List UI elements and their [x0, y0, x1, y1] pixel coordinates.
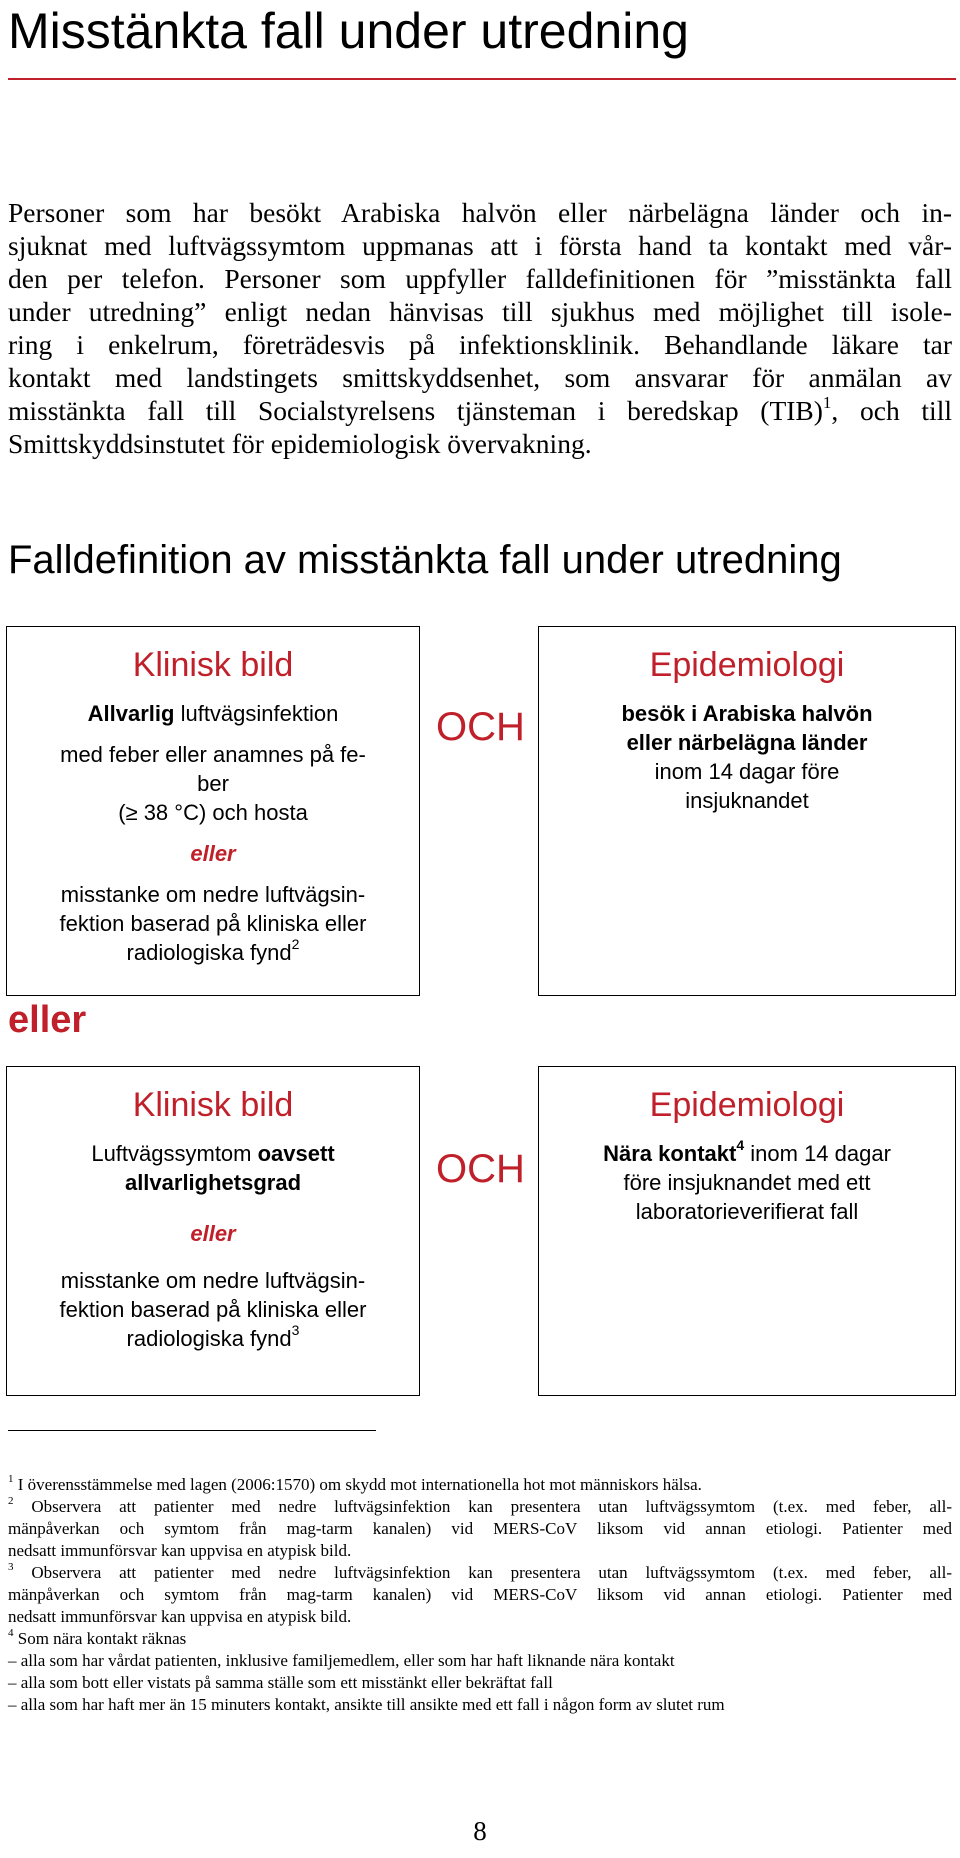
footnote-list-item: – alla som har vårdat patienten, inklusive familjemedlem, eller som har haft liknande nära kontakt	[8, 1651, 675, 1670]
intro-text: misstänkta fall till Socialstyrelsens tjänsteman i beredskap (TIB)	[8, 395, 823, 426]
box-bold-text: Allvarlig	[87, 701, 175, 726]
box-line: fektion baserad på kliniska eller	[59, 1297, 367, 1322]
footnote-4	[8, 1628, 952, 1716]
intro-line	[8, 394, 952, 427]
footnote-ref: 1	[822, 392, 832, 412]
intro-line: under utredning” enligt nedan hänvisas till sjukhus med möjlighet till isole-	[8, 296, 952, 327]
box-line	[539, 1136, 955, 1168]
epidemiology-box-1	[538, 626, 956, 996]
box-line	[7, 1139, 419, 1168]
box-bold-text: allvarlighetsgrad	[124, 1170, 302, 1195]
box-text: inom 14 dagar	[744, 1141, 891, 1166]
page-number: 8	[473, 1816, 487, 1846]
or-label: eller	[190, 841, 236, 866]
intro-line: sjuknat med luftvägssymtom uppmanas att i första hand ta kontakt med vår-	[8, 230, 952, 261]
or-between-rows: eller	[8, 999, 87, 1041]
box-line: inom 14 dagar före	[654, 759, 840, 784]
intro-line: den per telefon. Personer som uppfyller falldefinitionen för ”misstänkta fall	[8, 263, 952, 294]
box-heading: Klinisk bild	[132, 646, 294, 684]
box-line: laboratorieverifierat fall	[635, 1199, 859, 1224]
intro-paragraph	[8, 196, 952, 460]
footnote-list-item: – alla som har haft mer än 15 minuters kontakt, ansikte till ansikte med ett fall i någon form av slutet rum	[8, 1695, 725, 1714]
box-line: misstanke om nedre luftvägsin-	[60, 1268, 366, 1293]
box-line	[7, 935, 419, 967]
box-bold-text: oavsett	[257, 1141, 335, 1166]
box-line: fektion baserad på kliniska eller	[59, 911, 367, 936]
footnote-number: 4	[8, 1627, 14, 1640]
box-line	[539, 699, 955, 728]
box-text: radiologiska fynd	[126, 1326, 292, 1351]
box-line	[7, 1168, 419, 1197]
footnote-number: 3	[8, 1561, 14, 1574]
box-line: insjuknandet	[685, 788, 809, 813]
box-text: luftvägsinfektion	[174, 701, 339, 726]
footnote-text: Observera att patienter med nedre luftvägsinfektion kan presentera utan luftvägssymtom (t.ex. med feber, all-	[13, 1497, 952, 1516]
box-bold-text: besök i Arabiska halvön	[621, 701, 873, 726]
page-title: Misstänkta fall under utredning	[8, 3, 689, 59]
intro-line: kontakt med landstingets smittskyddsenhet, som ansvarar för anmälan av	[8, 362, 952, 393]
box-text: radiologiska fynd	[126, 940, 292, 965]
box-text: Luftvägssymtom	[91, 1141, 258, 1166]
footnote-text: Observera att patienter med nedre luftvägsinfektion kan presentera utan luftvägssymtom (t.ex. med feber, all-	[13, 1563, 952, 1582]
footnote-text: I överensstämmelse med lagen (2006:1570) om skydd mot internationella hot mot människors hälsa.	[13, 1475, 702, 1494]
footnote-3	[8, 1562, 952, 1628]
footnote-text: nedsatt immunförsvar kan uppvisa en atypisk bild.	[8, 1541, 352, 1560]
box-heading: Epidemiologi	[649, 646, 845, 684]
intro-text: , och till	[831, 395, 952, 426]
intro-line: Smittskyddsinstutet för epidemiologisk övervakning.	[8, 428, 592, 459]
section-heading: Falldefinition av misstänkta fall under utredning	[8, 538, 842, 582]
footnotes	[8, 1474, 952, 1716]
epidemiology-box-2	[538, 1066, 956, 1396]
footnote-text: nedsatt immunförsvar kan uppvisa en atypisk bild.	[8, 1607, 352, 1626]
title-divider	[8, 78, 956, 80]
box-heading: Klinisk bild	[132, 1086, 294, 1124]
footnote-2	[8, 1496, 952, 1562]
and-label: OCH	[436, 705, 525, 749]
and-label: OCH	[436, 1147, 525, 1191]
box-line: före insjuknandet med ett	[623, 1170, 871, 1195]
footnote-ref: 3	[291, 1321, 300, 1338]
footnote-ref: 4	[736, 1136, 745, 1153]
box-line: med feber eller anamnes på fe-	[60, 742, 366, 767]
footnote-text: mänpåverkan och symtom från mag-tarm kanalen) vid MERS-CoV liksom vid annan etiologi. Patienter med	[8, 1519, 952, 1538]
box-line: ber	[197, 771, 229, 796]
box-line	[7, 1321, 419, 1353]
footnote-text: mänpåverkan och symtom från mag-tarm kanalen) vid MERS-CoV liksom vid annan etiologi. Patienter med	[8, 1585, 952, 1604]
footnote-divider	[8, 1430, 376, 1431]
box-bold-text: Nära kontakt	[603, 1141, 737, 1166]
intro-line: Personer som har besökt Arabiska halvön eller närbelägna länder och in-	[8, 197, 952, 228]
footnote-number: 2	[8, 1495, 14, 1508]
footnote-ref: 2	[291, 935, 300, 952]
intro-line: ring i enkelrum, företrädesvis på infektionsklinik. Behandlande läkare tar	[8, 329, 952, 360]
box-line	[7, 699, 419, 728]
box-line: (≥ 38 °C) och hosta	[118, 800, 308, 825]
footnote-list-item: – alla som bott eller vistats på samma ställe som ett misstänkt eller bekräftat fall	[8, 1673, 553, 1692]
footnote-text: Som nära kontakt räknas	[13, 1629, 187, 1648]
box-line: misstanke om nedre luftvägsin-	[60, 882, 366, 907]
box-line	[539, 728, 955, 757]
clinical-box-1	[6, 626, 420, 996]
clinical-box-2	[6, 1066, 420, 1396]
footnote-1	[8, 1474, 952, 1496]
box-heading: Epidemiologi	[649, 1086, 845, 1124]
or-label: eller	[190, 1221, 236, 1246]
box-bold-text: eller närbelägna länder	[626, 730, 868, 755]
footnote-number: 1	[8, 1473, 14, 1486]
